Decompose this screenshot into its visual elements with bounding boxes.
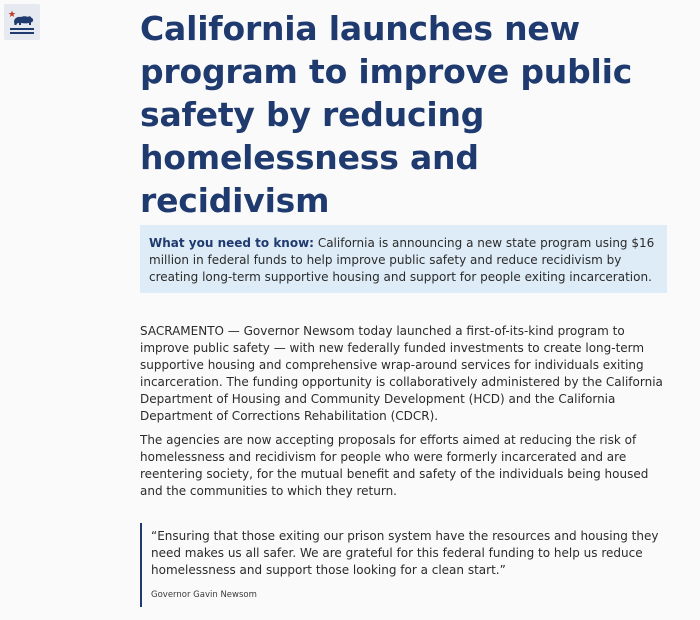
title-line: homelessness and recidivism bbox=[140, 138, 479, 220]
need-to-know-callout bbox=[140, 225, 667, 293]
title-line: safety by reducing bbox=[140, 95, 485, 134]
title-line: program to improve public bbox=[140, 52, 633, 91]
california-bear-flag-icon bbox=[4, 4, 40, 40]
body-paragraph: The agencies are now accepting proposals for efforts aimed at reducing the risk of homelessness and recidivism for people who were formerly incarcerated and are reentering society, for the mutual benefit and safety of the individuals being housed and the communities to which they return. bbox=[140, 433, 649, 498]
body-paragraph: SACRAMENTO — Governor Newsom today launched a first-of-its-kind program to improve public safety — with new federally funded investments to create long-term supportive housing and comprehensive wrap-around services for individuals exiting incarceration. The funding opportunity is collaboratively administered by the California Department of Housing and Community Development (HCD) and the California Department of Corrections Rehabilitation (CDCR). bbox=[140, 324, 663, 423]
article bbox=[140, 0, 668, 600]
callout-text: California is announcing a new state program using $16 million in federal funds to help improve public safety and reduce recidivism by creating long-term supportive housing and support for people exiting incarceration. bbox=[149, 236, 655, 284]
callout-lead: What you need to know: bbox=[149, 236, 314, 250]
page-title bbox=[140, 0, 668, 222]
quote-text: “Ensuring that those exiting our prison system have the resources and housing they need makes us all safer. We are grateful for this federal funding to help us reduce homelessness and support those looking for a clean start.” bbox=[151, 529, 659, 577]
title-line: California launches new bbox=[140, 9, 580, 48]
quote-attribution: Governor Gavin Newsom bbox=[151, 590, 257, 600]
governor-quote bbox=[140, 523, 668, 607]
california-logo[interactable] bbox=[4, 4, 40, 40]
